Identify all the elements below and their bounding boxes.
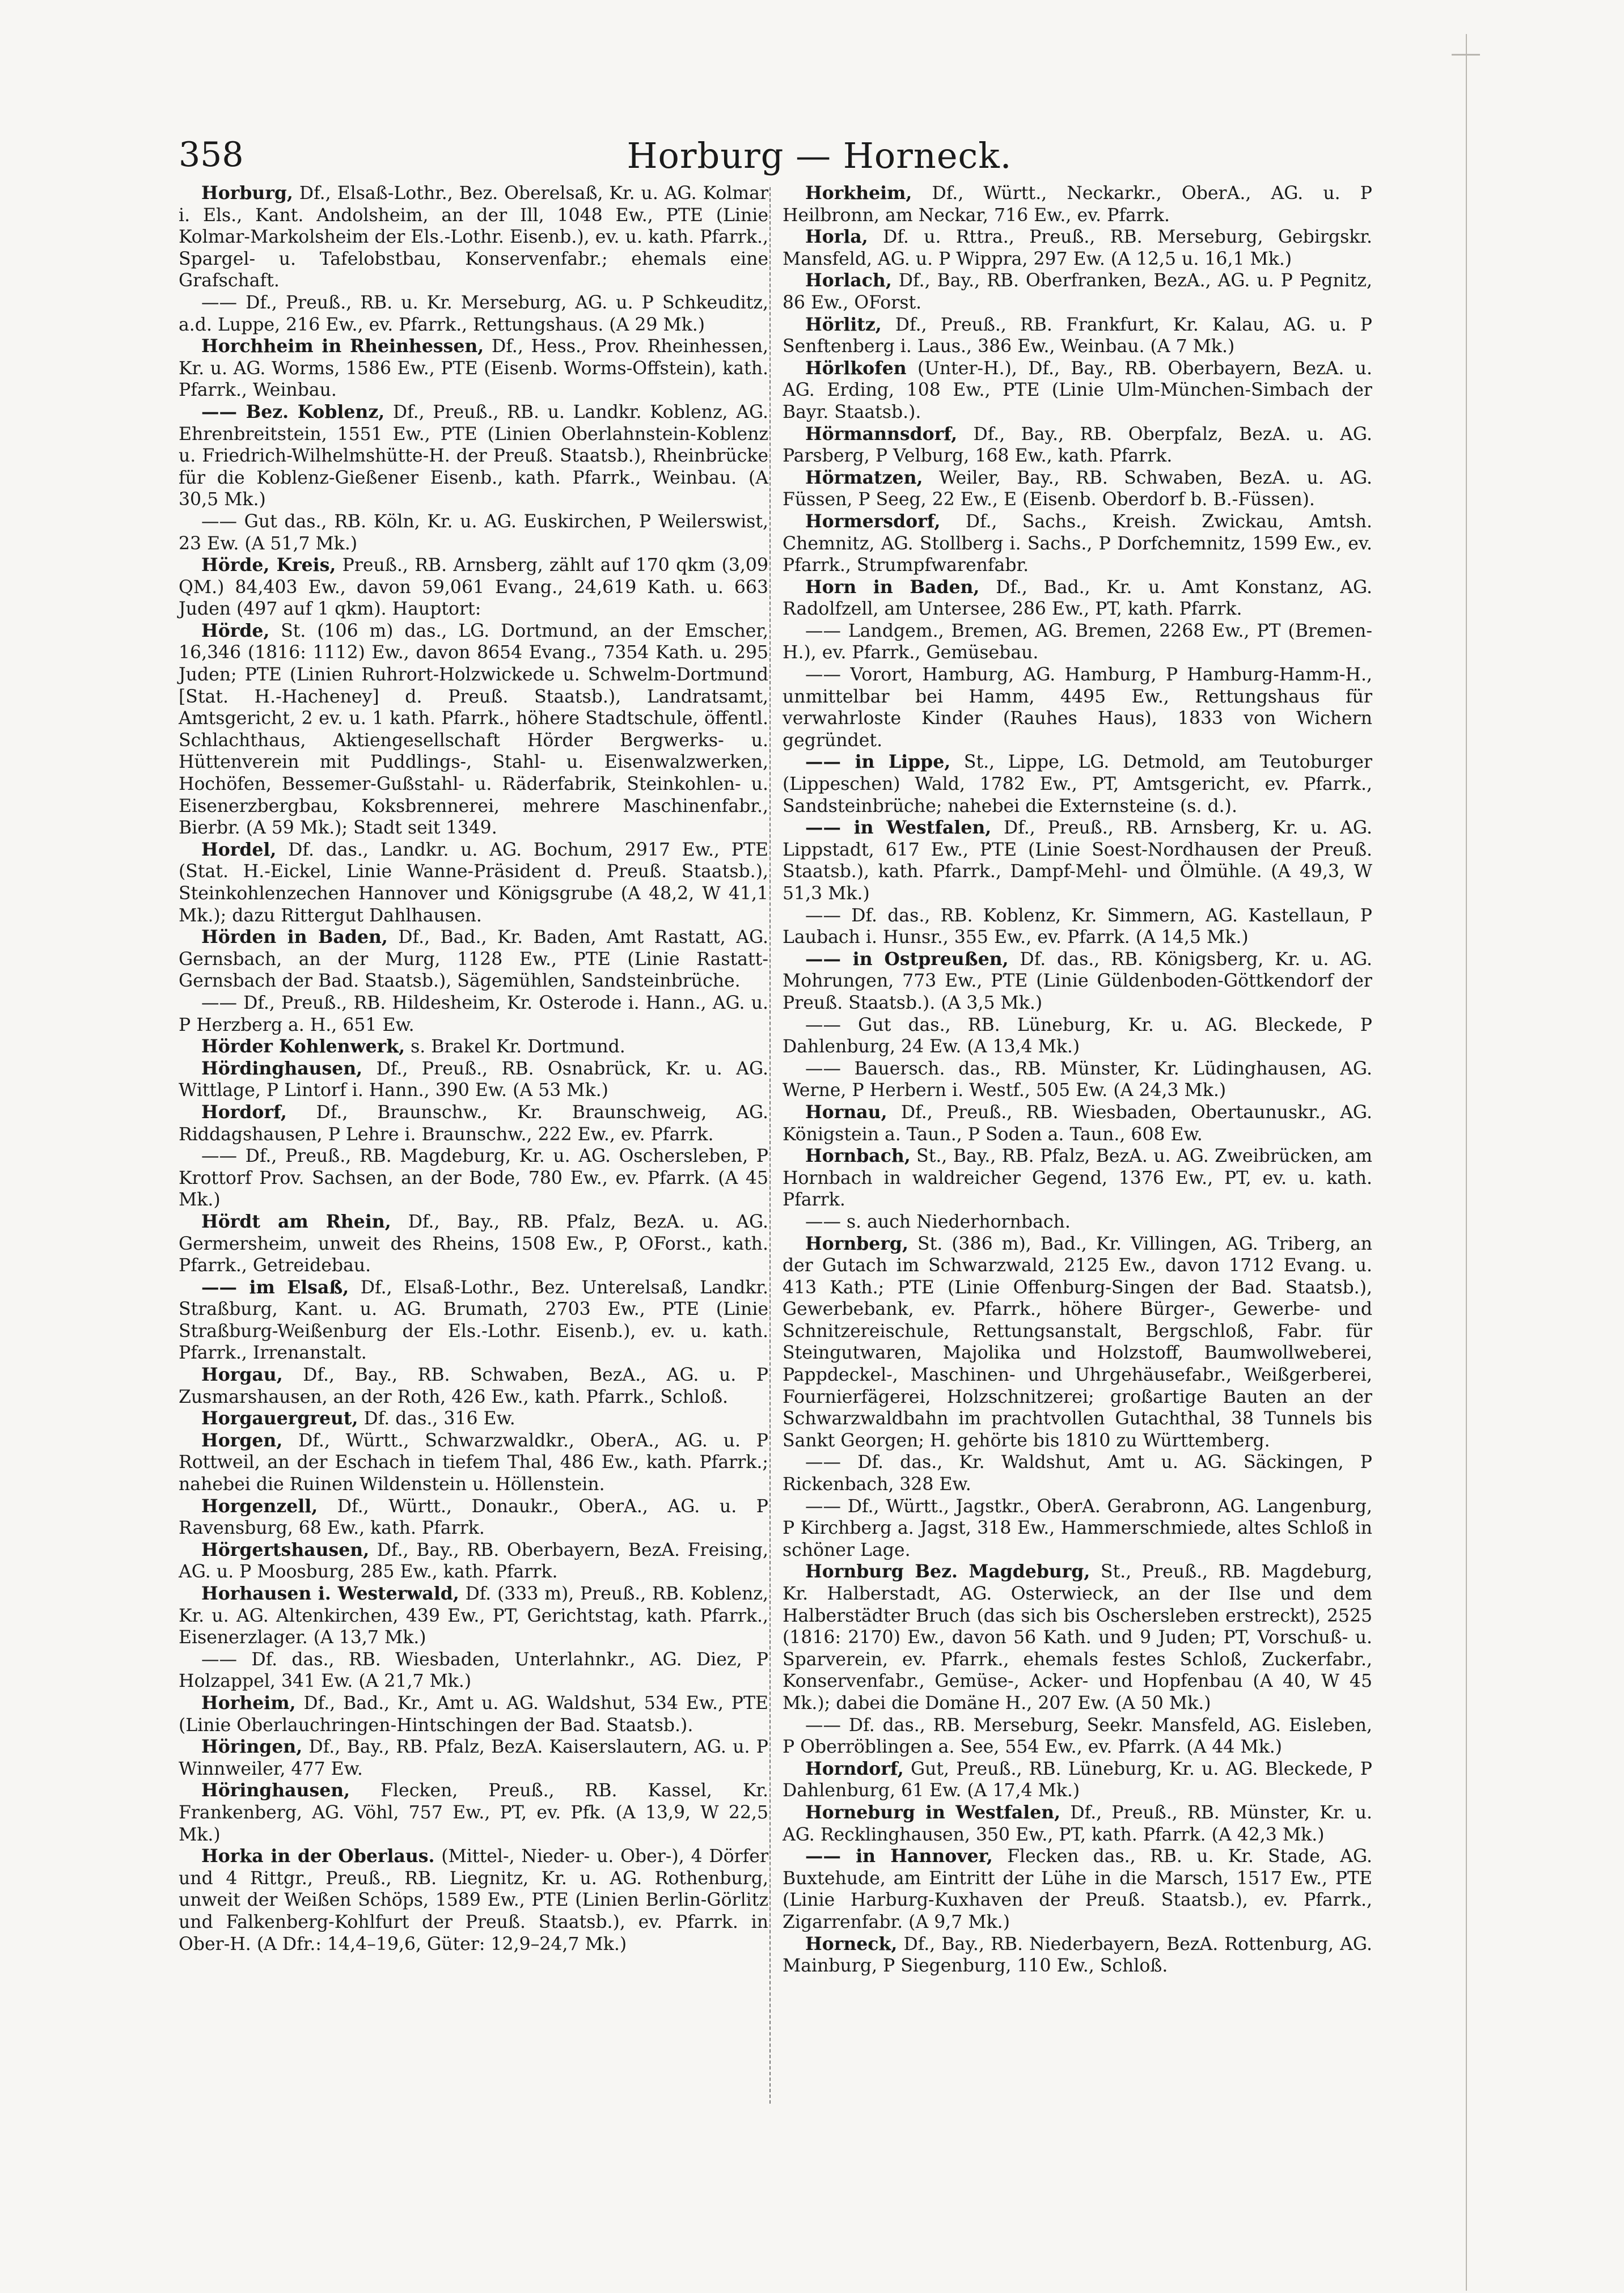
column-divider	[769, 187, 771, 2104]
entry-headword: Hordorf,	[201, 1101, 287, 1123]
entry-headword: Hörder Kohlenwerk,	[201, 1036, 405, 1057]
dictionary-entry	[179, 1693, 768, 1736]
dictionary-entry	[179, 1583, 768, 1649]
entry-headword: —— in Ostpreußen,	[805, 948, 1009, 970]
entry-headword: Hörde, Kreis,	[201, 555, 336, 576]
entry-text: Df., Preuß., RB. Frankfurt, Kr. Kalau, AG. u. P Senftenberg i. Laus., 386 Ew., Weinbau. (A 7 Mk.)	[783, 314, 1372, 357]
entry-headword: —— im Elsaß,	[201, 1276, 349, 1298]
dictionary-entry	[783, 1715, 1372, 1758]
entry-headword: Horgenzell,	[201, 1495, 318, 1517]
running-title: Horburg — Horneck.	[627, 135, 1012, 176]
right-column	[783, 183, 1372, 1977]
entry-headword: —— in Hannover,	[805, 1846, 993, 1867]
dictionary-entry	[179, 1408, 768, 1430]
entry-headword: Horla,	[805, 226, 868, 248]
dictionary-entry	[783, 1934, 1372, 1977]
entry-text: Df., Sachs., Kreish. Zwickau, Amtsh. Chemnitz, AG. Stollberg i. Sachs., P Dorfchemnitz, 1599 Ew., ev. Pfarrk., Strumpfwarenfabr.	[783, 511, 1372, 576]
dictionary-entry	[179, 1846, 768, 1955]
entry-text: —— Df., Preuß., RB. u. Kr. Merseburg, AG. u. P Schkeuditz, a.d. Luppe, 216 Ew., ev. Pfarrk., Rettungshaus. (A 29 Mk.)	[179, 292, 768, 335]
entry-text: Df., Bay., RB. Oberbayern, BezA. Freising, AG. u. P Moosburg, 285 Ew., kath. Pfarrk.	[179, 1539, 768, 1583]
entry-headword: Höringhausen,	[201, 1780, 350, 1801]
entry-text: s. Brakel Kr. Dortmund.	[411, 1036, 625, 1057]
entry-text: Flecken, Preuß., RB. Kassel, Kr. Frankenberg, AG. Vöhl, 757 Ew., PT, ev. Pfk. (A 13,9, W 22,5 Mk.)	[179, 1780, 768, 1845]
dictionary-entry	[179, 1102, 768, 1145]
entry-text: Df., Bay., RB. Niederbayern, BezA. Rottenburg, AG. Mainburg, P Siegenburg, 110 Ew., Schloß.	[783, 1934, 1372, 1977]
entry-headword: Hörgertshausen,	[201, 1539, 370, 1560]
entry-text: Df., Elsaß-Lothr., Bez. Oberelsaß, Kr. u. AG. Kolmar i. Els., Kant. Andolsheim, an der Ill, 1048 Ew., PTE (Linie Kolmar-Markolsheim der Els.-Lothr. Eisenb.), ev. u. kath. Pfarrk., Spargel- u. Tafelobstbau, Konservenfabr.; ehemals eine Grafschaft.	[179, 183, 769, 291]
scan-margin-rule	[1466, 34, 1467, 2291]
entry-headword: Hörmatzen,	[805, 467, 923, 488]
entry-headword: Hörde,	[201, 620, 270, 641]
dictionary-entry	[179, 1058, 768, 1102]
dictionary-entry	[179, 511, 768, 555]
dictionary-entry	[783, 1058, 1372, 1102]
page-header	[179, 135, 1460, 180]
dictionary-entry	[783, 1561, 1372, 1714]
dictionary-entry	[783, 511, 1372, 577]
entry-text: Df., Bay., RB. Oberpfalz, BezA. u. AG. Parsberg, P Velburg, 168 Ew., kath. Pfarrk.	[783, 424, 1372, 467]
entry-text: —— Gut das., RB. Köln, Kr. u. AG. Euskirchen, P Weilerswist, 23 Ew. (A 51,7 Mk.)	[179, 511, 768, 554]
entry-headword: —— Bez. Koblenz,	[201, 401, 385, 422]
dictionary-entry	[179, 1277, 768, 1364]
entry-text: St., Lippe, LG. Detmold, am Teutoburger (Lippeschen) Wald, 1782 Ew., PT, Amtsgericht, ev. Pfarrk., Sandsteinbrüche; nahebei die Externsteine (s. d.).	[783, 752, 1373, 816]
entry-text: Df., Bay., RB. Pfalz, BezA. Kaiserslautern, AG. u. P Winnweiler, 477 Ew.	[179, 1737, 769, 1779]
dictionary-entry	[783, 949, 1372, 1014]
entry-text: Df., Elsaß-Lothr., Bez. Unterelsaß, Landkr. Straßburg, Kant. u. AG. Brumath, 2703 Ew., PTE (Linie Straßburg-Weißenburg der Els.-Lothr. Eisenb.), ev. u. kath. Pfarrk., Irrenanstalt.	[179, 1277, 768, 1364]
entry-text: —— Landgem., Bremen, AG. Bremen, 2268 Ew., PT (Bremen-H.), ev. Pfarrk., Gemüsebau.	[783, 620, 1372, 663]
dictionary-entry	[179, 401, 768, 511]
entry-text: Df., Württ., Donaukr., OberA., AG. u. P Ravensburg, 68 Ew., kath. Pfarrk.	[179, 1496, 769, 1539]
entry-text: (Unter-H.), Df., Bay., RB. Oberbayern, BezA. u. AG. Erding, 108 Ew., PTE (Linie Ulm-München-Simbach der Bayr. Staatsb.).	[783, 358, 1372, 422]
entry-text: Df., Preuß., RB. Arnsberg, Kr. u. AG. Lippstadt, 617 Ew., PTE (Linie Soest-Nordhausen der Preuß. Staatsb.), kath. Pfarrk., Dampf-Mehl- und Ölmühle. (A 49,3, W 51,3 Mk.)	[783, 818, 1372, 904]
entry-text: —— Df. das., Kr. Waldshut, Amt u. AG. Säckingen, P Rickenbach, 328 Ew.	[783, 1452, 1372, 1495]
entry-headword: Horneck,	[805, 1933, 898, 1954]
entry-text: St., Bay., RB. Pfalz, BezA. u. AG. Zweibrücken, am Hornbach in waldreicher Gegend, 1376 Ew., PT, ev. u. kath. Pfarrk.	[783, 1146, 1373, 1211]
dictionary-entry	[179, 1736, 768, 1780]
dictionary-entry	[783, 270, 1372, 314]
dictionary-entry	[783, 467, 1372, 511]
entry-headword: Horlach,	[805, 270, 892, 291]
page-number: 358	[179, 135, 244, 175]
entry-text: —— Vorort, Hamburg, AG. Hamburg, P Hamburg-Hamm-H., unmittelbar bei Hamm, 4495 Ew., Rettungshaus für verwahrloste Kinder (Rauhes Haus), 1833 von Wichern gegründet.	[783, 665, 1372, 751]
entry-text: —— Gut das., RB. Lüneburg, Kr. u. AG. Bleckede, P Dahlenburg, 24 Ew. (A 13,4 Mk.)	[783, 1014, 1372, 1057]
dictionary-entry	[783, 424, 1372, 467]
dictionary-entry	[179, 336, 768, 401]
dictionary-entry	[783, 226, 1372, 270]
entry-text: —— Df. das., RB. Wiesbaden, Unterlahnkr., AG. Diez, P Holzappel, 341 Ew. (A 21,7 Mk.)	[179, 1649, 768, 1692]
entry-text: Preuß., RB. Arnsberg, zählt auf 170 qkm (3,09 QM.) 84,403 Ew., davon 59,061 Evang., 24,619 Kath. u. 663 Juden (497 auf 1 qkm). Hauptort:	[179, 555, 768, 620]
entry-headword: —— in Westfalen,	[805, 817, 992, 839]
entry-headword: Hörlitz,	[805, 314, 882, 335]
entry-headword: Hordel,	[201, 839, 277, 860]
dictionary-entry	[179, 1036, 768, 1058]
scan-margin-tick	[1452, 54, 1480, 56]
entry-text: Df., Bay., RB. Pfalz, BezA. u. AG. Germersheim, unweit des Rheins, 1508 Ew., P, OForst., kath. Pfarrk., Getreidebau.	[179, 1211, 769, 1276]
entry-text: Df., Preuß., RB. Münster, Kr. u. AG. Recklinghausen, 350 Ew., PT, kath. Pfarrk. (A 42,3 Mk.)	[783, 1802, 1373, 1845]
entry-text: Df., Bad., Kr. u. Amt Konstanz, AG. Radolfzell, am Untersee, 286 Ew., PT, kath. Pfarrk.	[783, 577, 1373, 620]
entry-text: Df. das., RB. Königsberg, Kr. u. AG. Mohrungen, 773 Ew., PTE (Linie Güldenboden-Göttkendorf der Preuß. Staatsb.). (A 3,5 Mk.)	[783, 949, 1373, 1013]
dictionary-entry	[783, 1233, 1372, 1452]
dictionary-entry	[179, 1496, 768, 1539]
entry-headword: —— in Lippe,	[805, 751, 951, 773]
dictionary-entry	[179, 1649, 768, 1693]
entry-headword: Horka in der Oberlaus.	[201, 1846, 435, 1867]
dictionary-entry	[179, 992, 768, 1036]
entry-text: Gut, Preuß., RB. Lüneburg, Kr. u. AG. Bleckede, P Dahlenburg, 61 Ew. (A 17,4 Mk.)	[783, 1758, 1373, 1801]
entry-text: (Mittel-, Nieder- u. Ober-), 4 Dörfer und 4 Rittgr., Preuß., RB. Liegnitz, Kr. u. AG. Rothenburg, unweit der Weißen Schöps, 1589 Ew., PTE (Linien Berlin-Görlitz und Falkenberg-Kohlfurt der Preuß. Staatsb.), ev. Pfarrk. in Ober-H. (A Dfr.: 14,4–19,6, Güter: 12,9–24,7 Mk.)	[179, 1846, 768, 1954]
entry-headword: Horhausen i. Westerwald,	[201, 1583, 459, 1604]
entry-text: Df., Bay., RB. Schwaben, BezA., AG. u. P Zusmarshausen, an der Roth, 426 Ew., kath. Pfarrk., Schloß.	[179, 1365, 768, 1407]
entry-text: Df., Hess., Prov. Rheinhessen, Kr. u. AG. Worms, 1586 Ew., PTE (Eisenb. Worms-Offstein), kath. Pfarrk., Weinbau.	[179, 336, 769, 401]
dictionary-entry	[179, 183, 768, 292]
entry-headword: Hornberg,	[805, 1233, 908, 1254]
entry-headword: Hörmannsdorf,	[805, 423, 958, 445]
entry-headword: Horkheim,	[805, 183, 912, 204]
entry-headword: Horheim,	[201, 1692, 296, 1714]
entry-headword: Höringen,	[201, 1736, 303, 1758]
entry-text: Df. das., Landkr. u. AG. Bochum, 2917 Ew., PTE (Stat. H.-Eickel, Linie Wanne-Präsident d. Preuß. Staatsb.), Steinkohlenzechen Hannover und Königsgrube (A 48,2, W 41,1 Mk.); dazu Rittergut Dahlhausen.	[179, 839, 768, 926]
dictionary-entry	[783, 1758, 1372, 1802]
entry-text: —— Df., Preuß., RB. Hildesheim, Kr. Osterode i. Hann., AG. u. P Herzberg a. H., 651 Ew.	[179, 992, 768, 1035]
entry-headword: Horgau,	[201, 1364, 283, 1386]
entry-text: —— s. auch Niederhornbach.	[805, 1211, 1071, 1232]
dictionary-entry	[783, 183, 1372, 226]
entry-headword: Hornburg Bez. Magdeburg,	[805, 1561, 1090, 1583]
entry-text: Df., Braunschw., Kr. Braunschweig, AG. Riddagshausen, P Lehre i. Braunschw., 222 Ew., ev. Pfarrk.	[179, 1102, 769, 1145]
entry-text: Df., Preuß., RB. Wiesbaden, Obertaunuskr., AG. Königstein a. Taun., P Soden a. Taun., 608 Ew.	[783, 1102, 1372, 1145]
entry-headword: Horchheim in Rheinhessen,	[201, 336, 484, 357]
dictionary-entry	[783, 1452, 1372, 1495]
dictionary-entry	[179, 926, 768, 992]
entry-text: St. (106 m) das., LG. Dortmund, an der Emscher, 16,346 (1816: 1112) Ew., davon 8654 Evang., 7354 Kath. u. 295 Juden; PTE (Linien Ruhrort-Holzwickede u. Schwelm-Dortmund [Stat. H.-Hacheney] d. Preuß. Staatsb.), Landratsamt, Amtsgericht, 2 ev. u. 1 kath. Pfarrk., höhere Stadtschule, öffentl. Schlachthaus, Aktiengesellschaft Hörder Bergwerks- u. Hüttenverein mit Puddlings-, Stahl- u. Eisenwalzwerken, Hochöfen, Bessemer-Gußstahl- u. Räderfabrik, Steinkohlen- u. Eisenerzbergbau, Koksbrennerei, mehrere Maschinenfabr., Bierbr. (A 59 Mk.); Stadt seit 1349.	[179, 620, 769, 839]
dictionary-entry	[783, 1496, 1372, 1562]
entry-text: —— Df. das., RB. Koblenz, Kr. Simmern, AG. Kastellaun, P Laubach i. Hunsr., 355 Ew., ev. Pfarrk. (A 14,5 Mk.)	[783, 905, 1372, 948]
dictionary-entry	[179, 1780, 768, 1846]
left-column	[179, 183, 768, 1955]
entry-headword: Horgen,	[201, 1429, 283, 1451]
entry-text: Df., Bad., Kr. Baden, Amt Rastatt, AG. Gernsbach, an der Murg, 1128 Ew., PTE (Linie Rastatt-Gernsbach der Bad. Staatsb.), Sägemühlen, Sandsteinbrüche.	[179, 927, 768, 992]
dictionary-entry	[179, 1145, 768, 1211]
dictionary-entry	[179, 292, 768, 336]
entry-text: St. (386 m), Bad., Kr. Villingen, AG. Triberg, an der Gutach im Schwarzwald, 2125 Ew., davon 1712 Evang. u. 413 Kath.; PTE (Linie Offenburg-Singen der Bad. Staatsb.), Gewerbebank, ev. Pfarrk., höhere Bürger-, Gewerbe- und Schnitzereischule, Rettungsanstalt, Bergschloß, Fabr. für Steingutwaren, Majolika und Holzstoff, Baumwollweberei, Pappdeckel-, Maschinen- und Uhrgehäusefabr., Weißgerberei, Fournierfägerei, Holzschnitzerei; großartige Bauten an der Schwarzwaldbahn im prachtvollen Gutachthal, 38 Tunnels bis Sankt Georgen; H. gehörte bis 1810 zu Württemberg.	[783, 1233, 1373, 1451]
dictionary-entry	[179, 839, 768, 926]
entry-text: St., Preuß., RB. Magdeburg, Kr. Halberstadt, AG. Osterwieck, an der Ilse und dem Halberstädter Bruch (das sich bis Oschersleben erstreckt), 2525 (1816: 2170) Ew., davon 56 Kath. und 9 Juden; PT, Vorschuß- u. Sparverein, ev. Pfarrk., ehemals festes Schloß, Zuckerfabr., Konservenfabr., Gemüse-, Acker- und Hopfenbau (A 40, W 45 Mk.); dabei die Domäne H., 207 Ew. (A 50 Mk.)	[783, 1562, 1372, 1714]
dictionary-entry	[179, 1211, 768, 1277]
entry-headword: Hördt am Rhein,	[201, 1211, 391, 1232]
entry-headword: Horgauergreut,	[201, 1408, 358, 1429]
entry-text: —— Df. das., RB. Merseburg, Seekr. Mansfeld, AG. Eisleben, P Oberröblingen a. See, 554 Ew., ev. Pfarrk. (A 44 Mk.)	[783, 1715, 1372, 1758]
entry-headword: Hörden in Baden,	[201, 926, 388, 948]
dictionary-entry	[179, 620, 768, 839]
dictionary-entry	[783, 1145, 1372, 1211]
dictionary-entry	[179, 1430, 768, 1496]
entry-headword: Horneburg in Westfalen,	[805, 1801, 1061, 1823]
entry-text: Df., Bay., RB. Oberfranken, BezA., AG. u. P Pegnitz, 86 Ew., OForst.	[783, 270, 1373, 313]
dictionary-entry	[783, 817, 1372, 904]
entry-headword: Hornbach,	[805, 1145, 911, 1167]
dictionary-entry	[783, 1102, 1372, 1145]
dictionary-entry	[783, 664, 1372, 751]
entry-headword: Horn in Baden,	[805, 576, 980, 598]
dictionary-entry	[179, 555, 768, 620]
entry-text: Df., Preuß., RB. u. Landkr. Koblenz, AG. Ehrenbreitstein, 1551 Ew., PTE (Linien Oberlahnstein-Koblenz u. Friedrich-Wilhelmshütte-H. der Preuß. Staatsb.), Rheinbrücke für die Koblenz-Gießener Eisenb., kath. Pfarrk., Weinbau. (A 30,5 Mk.)	[179, 401, 768, 510]
dictionary-entry	[783, 577, 1372, 620]
entry-text: —— Df., Württ., Jagstkr., OberA. Gerabronn, AG. Langenburg, P Kirchberg a. Jagst, 318 Ew., Hammerschmiede, altes Schloß in schöner Lage.	[783, 1496, 1372, 1560]
entry-text: —— Bauersch. das., RB. Münster, Kr. Lüdinghausen, AG. Werne, P Herbern i. Westf., 505 Ew. (A 24,3 Mk.)	[783, 1058, 1372, 1101]
dictionary-entry	[783, 358, 1372, 424]
entry-text: Df., Bad., Kr., Amt u. AG. Waldshut, 534 Ew., PTE (Linie Oberlauchringen-Hintschingen der Bad. Staatsb.).	[179, 1693, 769, 1736]
dictionary-entry	[783, 1211, 1372, 1233]
entry-text: Df. (333 m), Preuß., RB. Koblenz, Kr. u. AG. Altenkirchen, 439 Ew., PT, Gerichtstag, kath. Pfarrk., Eisenerzlager. (A 13,7 Mk.)	[179, 1584, 768, 1648]
entry-headword: Hördinghausen,	[201, 1057, 363, 1079]
entry-text: Df., Württ., Neckarkr., OberA., AG. u. P Heilbronn, am Neckar, 716 Ew., ev. Pfarrk.	[783, 183, 1372, 226]
entry-headword: Hörlkofen	[805, 357, 907, 379]
entry-headword: Hormersdorf,	[805, 510, 941, 532]
entry-text: —— Df., Preuß., RB. Magdeburg, Kr. u. AG. Oschersleben, P Krottorf Prov. Sachsen, an der Bode, 780 Ew., ev. Pfarrk. (A 45 Mk.)	[179, 1146, 768, 1211]
entry-text: Df. das., 316 Ew.	[363, 1408, 515, 1429]
entry-headword: Horndorf,	[805, 1758, 904, 1779]
dictionary-entry	[783, 751, 1372, 817]
dictionary-entry	[783, 905, 1372, 949]
dictionary-entry	[179, 1364, 768, 1408]
dictionary-entry	[179, 1539, 768, 1583]
dictionary-entry	[783, 314, 1372, 358]
entry-headword: Hornau,	[805, 1101, 887, 1123]
entry-text: Flecken das., RB. u. Kr. Stade, AG. Buxtehude, am Eintritt der Lühe in die Marsch, 1517 Ew., PTE (Linie Harburg-Kuxhaven der Preuß. Staatsb.), ev. Pfarrk., Zigarrenfabr. (A 9,7 Mk.)	[783, 1846, 1373, 1932]
entry-text: Df. u. Rttra., Preuß., RB. Merseburg, Gebirgskr. Mansfeld, AG. u. P Wippra, 297 Ew. (A 12,5 u. 16,1 Mk.)	[783, 227, 1372, 269]
dictionary-entry	[783, 1014, 1372, 1058]
entry-text: Df., Württ., Schwarzwaldkr., OberA., AG. u. P Rottweil, an der Eschach in tiefem Thal, 486 Ew., kath. Pfarrk.; nahebei die Ruinen Wildenstein u. Höllenstein.	[179, 1430, 769, 1495]
dictionary-entry	[783, 620, 1372, 664]
entry-headword: Horburg,	[201, 183, 293, 204]
entry-text: Weiler, Bay., RB. Schwaben, BezA. u. AG. Füssen, P Seeg, 22 Ew., E (Eisenb. Oberdorf b. B.-Füssen).	[783, 467, 1372, 510]
entry-text: Df., Preuß., RB. Osnabrück, Kr. u. AG. Wittlage, P Lintorf i. Hann., 390 Ew. (A 53 Mk.)	[179, 1058, 769, 1101]
dictionary-entry	[783, 1802, 1372, 1846]
dictionary-entry	[783, 1846, 1372, 1933]
